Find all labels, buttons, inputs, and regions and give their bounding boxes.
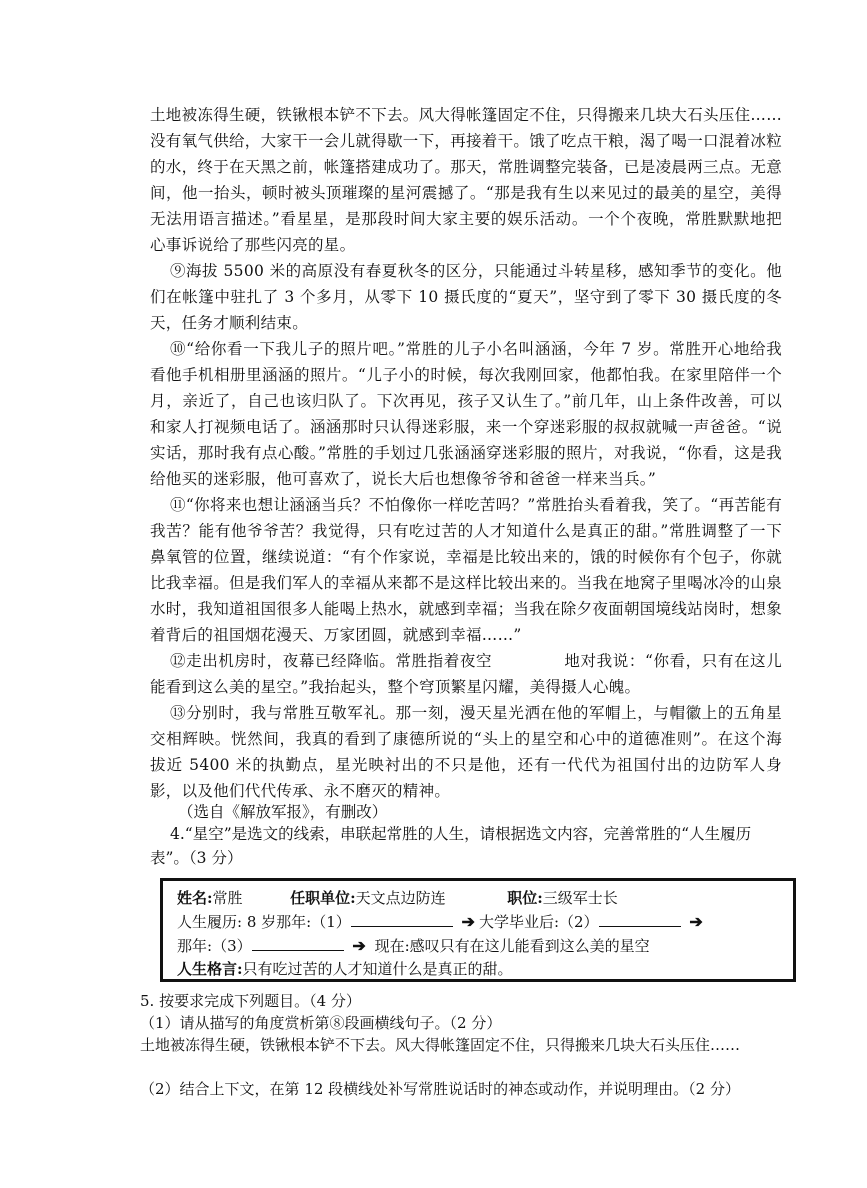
unit-label: 任职单位: (290, 889, 356, 907)
blank-1-line[interactable] (351, 910, 453, 927)
motto-label: 人生格言: (177, 960, 243, 978)
paragraph-11: ⑪“你将来也想让涵涵当兵？不怕像你一样吃苦吗？”常胜抬头看着我，笑了。“再苦能有我苦？能有他爷爷苦？我觉得，只有吃过苦的人才知道什么是真正的甜。”常胜调整了一下鼻氧管的位置，继续说道：“有个作家说，幸福是比较出来的，饿的时候你有个包子，你就比我幸福。但是我们军人的幸福从来都不是这样比较出来的。当我在地窝子里喝冰冷的山泉水时，我知道祖国很多人能喝上热水，就感到幸福；当我在除夕夜面朝国境线站岗时，想象着背后的祖国烟花漫天、万家团圆，就感到幸福……” (150, 496, 783, 644)
position-label: 职位: (507, 889, 543, 907)
paragraph-13: ⑬分别时，我与常胜互敬军礼。那一刻，漫天星光洒在他的军帽上，与帽徽上的五角星交相辉映。恍然间，我真的看到了康德所说的“头上的星空和心中的道德准则”。在这个海拔近 5400 米的执勤点，星光映衬出的不只是他，还有一代代为祖国付出的边防军人身影，以及他们代代传承、永不磨灭的精神。 (150, 704, 782, 800)
paragraph-12-part-b: 地对我说：“你看，只有在这儿能看到这么美的星空。”我抬起头，整个穹顶繁星闪耀，美得摄人心魄。 (150, 652, 782, 696)
resume-row-basic (177, 887, 779, 910)
resume-row-motto (177, 958, 779, 981)
resume-row-history-2 (177, 934, 779, 958)
paragraph-10: ⑩“给你看一下我儿子的照片吧。”常胜的儿子小名叫涵涵，今年 7 岁。常胜开心地给我看他手机相册里涵涵的照片。“儿子小的时候，每次我刚回家，他都怕我。在家里陪伴一个月，亲近了，自己也该归队了。下次再见，孩子又认生了。”前几年，山上条件改善，可以和家人打视频电话了。涵涵那时只认得迷彩服，来一个穿迷彩服的叔叔就喊一声爸爸。“说实话，那时我有点心酸。”常胜的手划过几张涵涵穿迷彩服的照片，对我说，“你看，这是我给他买的迷彩服，他可喜欢了，说长大后也想像爷爷和爸爸一样来当兵。” (150, 340, 782, 488)
question-4: 4.“星空”是选文的线索，串联起常胜的人生，请根据选文内容，完善常胜的“人生履历表”。（3 分） (150, 825, 752, 867)
resume-table (160, 878, 796, 982)
arrow-right-icon: ➔ (352, 936, 366, 955)
blank-1-label: （1） (311, 913, 351, 931)
that-year-label: 那年: (177, 937, 213, 955)
arrow-right-icon: ➔ (689, 912, 703, 931)
paragraph-8-continued: 土地被冻得生硬，铁锹根本铲不下去。风大得帐篷固定不住，只得搬来几块大石头压住……没有氧气供给，大家干一会儿就得歇一下，再接着干。饿了吃点干粮，渴了喝一口混着冰粒的水，终于在天黑之前，帐篷搭建成功了。那天，常胜调整完装备，已是凌晨两三点。无意间，他一抬头，顿时被头顶璀璨的星河震撼了。“那是我有生以来见过的最美的星空，美得无法用语言描述。”看星星，是那段时间大家主要的娱乐活动。一个个夜晚，常胜默默地把心事诉说给了那些闪亮的星。 (150, 106, 783, 254)
motto-text: 只有吃过苦的人才知道什么是真正的甜。 (242, 960, 513, 978)
arrow-right-icon: ➔ (461, 912, 475, 931)
after-grad-label: 大学毕业后: (478, 913, 560, 931)
position-value: 三级军士长 (542, 889, 618, 907)
unit-value: 天文点边防连 (355, 889, 446, 907)
paragraph-12 (150, 648, 782, 700)
now-label: 现在: (374, 937, 410, 955)
resume-row-history-1 (177, 910, 779, 934)
paragraph-9: ⑨海拔 5500 米的高原没有春夏秋冬的区分，只能通过斗转星移，感知季节的变化。他们在帐篷中驻扎了 3 个多月，从零下 10 摄氏度的“夏天”，坚守到了零下 30 摄氏度的冬天，任务才顺利结束。 (150, 262, 782, 332)
name-label: 姓名: (177, 889, 213, 907)
source-note: （选自《解放军报》，有删改） (178, 803, 388, 821)
question-5: 5. 按要求完成下列题目。（4 分） (140, 992, 361, 1010)
question-5-sub-1: （1）请从描写的角度赏析第⑧段画横线句子。（2 分） (140, 1014, 502, 1032)
blank-2-label: （2） (559, 913, 599, 931)
blank-3-label: （3） (212, 937, 252, 955)
history-label: 人生履历: (177, 913, 243, 931)
question-5-sub-2: （2）结合上下文，在第 12 段横线处补写常胜说话时的神态或动作，并说明理由。（2 分） (140, 1080, 740, 1098)
question-5-quote: 土地被冻得生硬，铁锹根本铲不下去。风大得帐篷固定不住，只得搬来几块大石头压住…… (140, 1036, 741, 1054)
age8-label: 8 岁那年: (246, 913, 312, 931)
now-text: 感叹只有在这儿能看到这么美的星空 (409, 937, 650, 955)
name-value: 常胜 (212, 889, 243, 907)
blank-2-line[interactable] (599, 910, 681, 927)
paragraph-12-part-a: ⑫走出机房时，夜幕已经降临。常胜指着夜空 (170, 652, 493, 670)
blank-3-line[interactable] (252, 934, 344, 951)
